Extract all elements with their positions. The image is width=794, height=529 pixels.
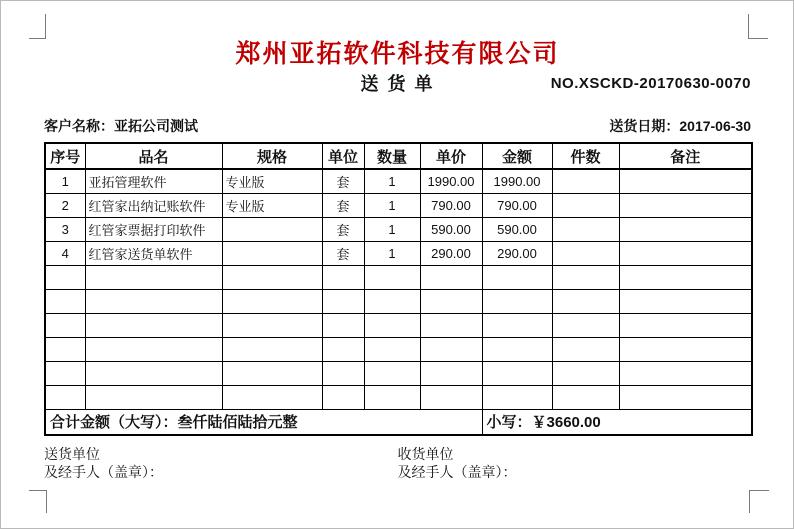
table-cell: 专业版	[222, 193, 322, 217]
sender-unit-label: 送货单位	[44, 446, 100, 462]
table-cell	[222, 337, 322, 361]
table-cell	[322, 337, 364, 361]
table-cell	[322, 313, 364, 337]
table-cell: 1	[364, 241, 420, 265]
table-cell	[482, 337, 552, 361]
table-cell	[364, 361, 420, 385]
table-cell	[552, 193, 619, 217]
table-cell	[45, 265, 85, 289]
table-cell	[85, 385, 222, 409]
empty-row	[45, 265, 752, 289]
table-cell	[420, 337, 482, 361]
table-cell	[552, 217, 619, 241]
column-header: 序号	[45, 143, 85, 169]
table-cell	[85, 361, 222, 385]
sender-handler-label: 及经手人（盖章）：	[44, 464, 163, 480]
table-cell	[222, 385, 322, 409]
total-words-label: 合计金额（大写）：	[50, 414, 178, 432]
delivery-date-label: 送货日期：	[609, 118, 680, 134]
total-amount-figures	[482, 409, 752, 435]
table-row	[45, 193, 752, 217]
table-cell	[222, 217, 322, 241]
crop-mark-bottom-right-icon	[749, 490, 769, 513]
table-cell: 290.00	[420, 241, 482, 265]
sender-signature-block	[44, 445, 398, 481]
receiver-unit-label: 收货单位	[397, 446, 454, 462]
table-cell	[552, 289, 619, 313]
table-cell	[552, 169, 619, 193]
company-title: 郑州亚拓软件科技有限公司	[235, 40, 560, 68]
table-cell	[552, 385, 619, 409]
table-cell: 1	[45, 169, 85, 193]
total-words-value: 叁仟陆佰陆拾元整	[177, 414, 298, 432]
document-number: NO.XSCKD-20170630-0070	[550, 75, 751, 92]
table-cell	[482, 265, 552, 289]
table-cell: 290.00	[482, 241, 552, 265]
table-cell	[364, 313, 420, 337]
items-table	[44, 142, 753, 436]
table-cell	[619, 289, 752, 313]
table-cell: 3	[45, 217, 85, 241]
table-cell: 1	[364, 217, 420, 241]
receiver-signature-block	[398, 445, 752, 481]
table-cell	[420, 361, 482, 385]
table-cell: 790.00	[482, 193, 552, 217]
empty-row	[45, 337, 752, 361]
customer-name-value: 亚拓公司测试	[114, 118, 198, 134]
column-header: 规格	[222, 143, 322, 169]
table-cell	[364, 337, 420, 361]
title-line	[44, 73, 751, 97]
customer-name-label: 客户名称：	[44, 118, 114, 134]
table-cell: 1	[364, 169, 420, 193]
table-cell: 2	[45, 193, 85, 217]
table-cell: 套	[322, 169, 364, 193]
table-cell	[420, 385, 482, 409]
table-cell	[222, 313, 322, 337]
table-cell	[85, 313, 222, 337]
table-cell: 红管家送货单软件	[85, 241, 222, 265]
table-row	[45, 241, 752, 265]
total-figures-value: ￥3660.00	[531, 414, 601, 432]
table-cell	[222, 289, 322, 313]
table-cell	[552, 337, 619, 361]
table-cell	[322, 289, 364, 313]
column-header: 数量	[364, 143, 420, 169]
table-cell	[552, 313, 619, 337]
table-cell	[619, 193, 752, 217]
table-cell	[222, 265, 322, 289]
table-cell: 790.00	[420, 193, 482, 217]
delivery-date-value: 2017-06-30	[679, 118, 751, 134]
table-cell	[482, 385, 552, 409]
table-cell: 1	[364, 193, 420, 217]
table-cell: 专业版	[222, 169, 322, 193]
table-cell	[222, 241, 322, 265]
table-cell	[85, 265, 222, 289]
total-figures-label: 小写：	[486, 414, 532, 432]
document-content	[44, 1, 751, 481]
table-cell	[322, 265, 364, 289]
table-cell	[420, 313, 482, 337]
table-cell: 1990.00	[420, 169, 482, 193]
table-row	[45, 169, 752, 193]
table-cell: 亚拓管理软件	[85, 169, 222, 193]
info-line	[44, 117, 751, 135]
table-cell	[85, 289, 222, 313]
table-cell	[45, 361, 85, 385]
empty-row	[45, 385, 752, 409]
table-cell	[482, 361, 552, 385]
table-cell	[482, 289, 552, 313]
table-cell	[552, 241, 619, 265]
table-cell: 红管家出纳记账软件	[85, 193, 222, 217]
table-cell	[619, 241, 752, 265]
table-cell: 590.00	[420, 217, 482, 241]
column-header: 品名	[85, 143, 222, 169]
table-cell	[619, 385, 752, 409]
table-cell: 套	[322, 217, 364, 241]
total-amount-words	[45, 409, 482, 435]
column-header: 备注	[619, 143, 752, 169]
column-header: 件数	[552, 143, 619, 169]
table-cell	[45, 313, 85, 337]
table-cell	[364, 385, 420, 409]
table-cell	[85, 337, 222, 361]
delivery-date	[609, 117, 751, 135]
table-cell: 套	[322, 241, 364, 265]
column-header: 单位	[322, 143, 364, 169]
table-cell	[322, 361, 364, 385]
table-cell	[619, 361, 752, 385]
table-cell	[619, 337, 752, 361]
document-title: 送 货 单	[360, 74, 435, 94]
table-cell	[364, 265, 420, 289]
table-cell: 红管家票据打印软件	[85, 217, 222, 241]
column-header: 单价	[420, 143, 482, 169]
table-cell: 4	[45, 241, 85, 265]
table-cell	[619, 169, 752, 193]
table-cell	[45, 385, 85, 409]
table-cell	[420, 265, 482, 289]
table-cell: 套	[322, 193, 364, 217]
crop-mark-top-right-icon	[748, 14, 768, 39]
table-row	[45, 217, 752, 241]
total-row	[45, 409, 752, 435]
empty-row	[45, 289, 752, 313]
table-cell	[45, 337, 85, 361]
customer-name	[44, 117, 198, 135]
signature-line	[44, 445, 751, 481]
table-cell	[222, 361, 322, 385]
table-cell	[619, 217, 752, 241]
empty-row	[45, 361, 752, 385]
table-cell: 590.00	[482, 217, 552, 241]
table-cell	[619, 265, 752, 289]
crop-mark-bottom-left-icon	[29, 490, 47, 513]
table-cell	[322, 385, 364, 409]
table-cell	[552, 265, 619, 289]
table-cell: 1990.00	[482, 169, 552, 193]
empty-row	[45, 313, 752, 337]
table-cell	[619, 313, 752, 337]
receiver-handler-label: 及经手人（盖章）：	[397, 464, 517, 480]
column-header: 金额	[482, 143, 552, 169]
table-header-row	[45, 143, 752, 169]
table-cell	[420, 289, 482, 313]
table-cell	[482, 313, 552, 337]
table-cell	[45, 289, 85, 313]
table-cell	[552, 361, 619, 385]
table-cell	[364, 289, 420, 313]
